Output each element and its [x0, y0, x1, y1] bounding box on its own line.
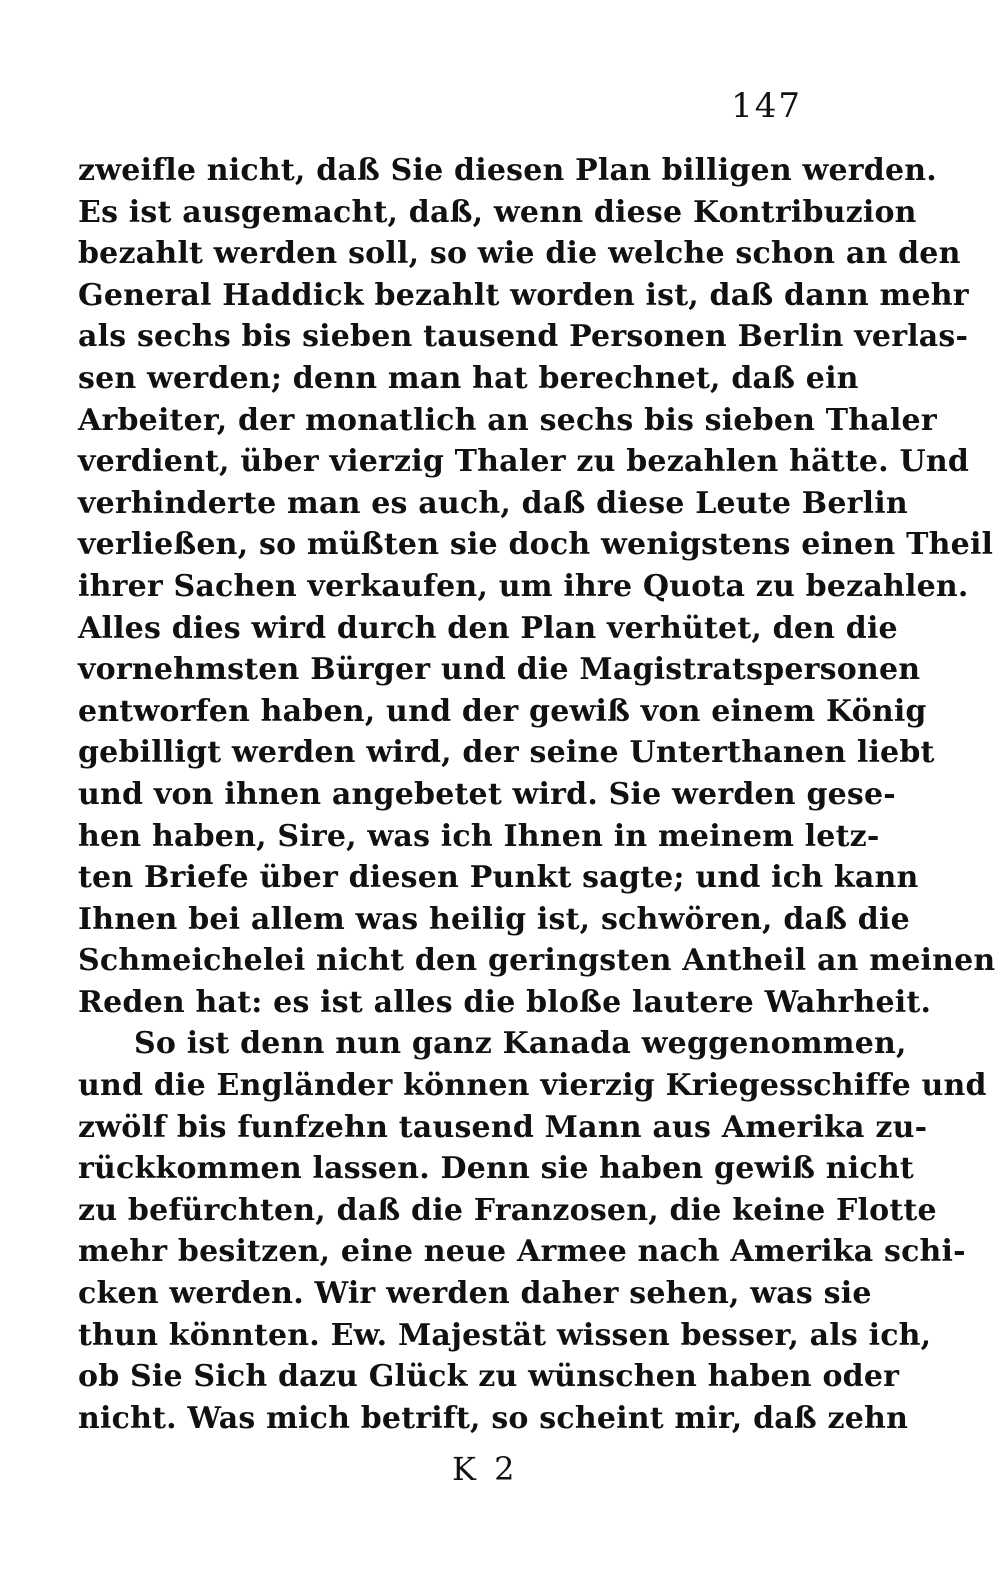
- body-text: [78, 150, 995, 1439]
- text-line: ten Briefe über diesen Punkt sagte; und ich kann: [78, 860, 919, 896]
- text-line: gebilligt werden wird, der seine Unterthanen liebt: [78, 735, 935, 771]
- text-line: So ist denn nun ganz Kanada weggenommen,: [134, 1026, 907, 1062]
- text-line: Arbeiter, der monatlich an sechs bis sieben Thaler: [78, 402, 937, 438]
- text-line: General Haddick bezahlt worden ist, daß dann mehr: [78, 277, 969, 313]
- text-line: Alles dies wird durch den Plan verhütet, den die: [78, 610, 898, 646]
- text-line: mehr besitzen, eine neue Armee nach Amerika schi-: [78, 1234, 966, 1270]
- text-line: ob Sie Sich dazu Glück zu wünschen haben oder: [78, 1359, 900, 1395]
- text-line: sen werden; denn man hat berechnet, daß ein: [78, 360, 859, 396]
- text-line: cken werden. Wir werden daher sehen, was sie: [78, 1276, 872, 1312]
- text-line: Es ist ausgemacht, daß, wenn diese Kontribuzion: [78, 194, 917, 230]
- text-line: rückkommen lassen. Denn sie haben gewiß nicht: [78, 1151, 914, 1187]
- text-line: entworfen haben, und der gewiß von einem König: [78, 693, 927, 729]
- text-line: zweifle nicht, daß Sie diesen Plan billigen werden.: [78, 153, 937, 188]
- text-line: bezahlt werden soll, so wie die welche schon an den: [78, 236, 961, 272]
- text-line: als sechs bis sieben tausend Personen Berlin verlas-: [78, 319, 969, 355]
- signature-mark: K 2: [452, 1450, 519, 1488]
- text-line: verließen, so müßten sie doch wenigstens einen Theil: [78, 527, 994, 563]
- text-line: nicht. Was mich betrift, so scheint mir, daß zehn: [78, 1400, 909, 1436]
- text-line: Schmeichelei nicht den geringsten Antheil an meinen: [78, 943, 995, 979]
- text-line: ihrer Sachen verkaufen, um ihre Quota zu bezahlen.: [78, 568, 969, 604]
- text-line: Reden hat: es ist alles die bloße lautere Wahrheit.: [78, 984, 932, 1020]
- text-line: zu befürchten, daß die Franzosen, die keine Flotte: [78, 1192, 937, 1228]
- text-line: und die Engländer können vierzig Kriegesschiffe und: [78, 1068, 987, 1104]
- page-number: 147: [731, 86, 802, 126]
- text-line: Ihnen bei allem was heilig ist, schwören, daß die: [78, 901, 910, 937]
- text-line: und von ihnen angebetet wird. Sie werden gese-: [78, 776, 896, 812]
- text-line: verhinderte man es auch, daß diese Leute Berlin: [78, 485, 908, 521]
- text-line: hen haben, Sire, was ich Ihnen in meinem letz-: [78, 818, 880, 854]
- text-line: vornehmsten Bürger und die Magistratspersonen: [78, 652, 921, 688]
- text-line: verdient, über vierzig Thaler zu bezahlen hätte. Und: [78, 444, 970, 480]
- text-line: thun könnten. Ew. Majestät wissen besser, als ich,: [78, 1317, 932, 1353]
- text-line: zwölf bis funfzehn tausend Mann aus Amerika zu-: [78, 1109, 928, 1145]
